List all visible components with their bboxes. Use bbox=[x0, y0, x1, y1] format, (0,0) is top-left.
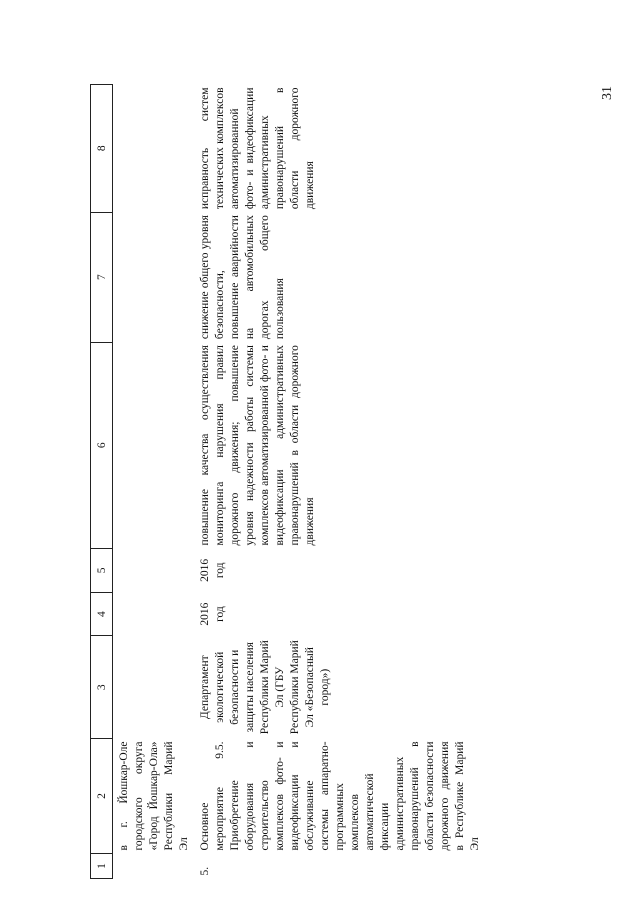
continuation-text: в г. Йошкар-Оле городского округа «Город Йошкар-Ола» Республики Марий Эл bbox=[118, 741, 190, 851]
measure-name: Основное мероприятие 9.5. Приобретение оборудования и строительство комплексов фото- и видеофиксации и обслуживание системы аппаратно-программных комплексов автоматической фиксации административных правонарушений в области безопасности дорожного движения в Республике Марий Эл bbox=[199, 741, 481, 851]
row-number: 5. bbox=[199, 866, 211, 876]
consequences-of-non-implementation: снижение общего уровня безопасности, повышение аварийности на автомобильных дорогах общего пользования bbox=[199, 215, 286, 340]
header-cell-7: 7 bbox=[91, 212, 113, 342]
header-cell-8: 8 bbox=[91, 85, 113, 213]
table-row-continuation bbox=[113, 85, 195, 879]
page-number: 31 bbox=[600, 86, 615, 100]
header-cell-4: 4 bbox=[91, 592, 113, 636]
expected-result: повышение качества осуществления мониторинга нарушения правил дорожного движения; повышение уровня надежности работы системы комплексов автоматизированной фото- и видеофиксации административных правонарушений в области дорожного движения bbox=[199, 345, 316, 546]
end-year: 2016 год bbox=[199, 558, 226, 582]
header-cell-6: 6 bbox=[91, 342, 113, 548]
header-cell-3: 3 bbox=[91, 636, 113, 739]
responsible-executor: Департамент экологической безопасности и защиты населения Республики Марий Эл (ГБУ Республики Марий Эл «Безопасный город») bbox=[199, 640, 331, 735]
header-cell-1: 1 bbox=[91, 854, 113, 879]
document-table-wrapper bbox=[90, 84, 556, 879]
header-cell-2: 2 bbox=[91, 738, 113, 853]
document-table bbox=[90, 84, 485, 879]
related-indicators: исправность систем технических комплексов автоматизированной фото- и видеофиксации административных правонарушений в области дорожного движения bbox=[199, 87, 316, 210]
table-header-row bbox=[91, 85, 113, 879]
header-cell-5: 5 bbox=[91, 548, 113, 592]
table-row bbox=[194, 85, 485, 879]
start-year: 2016 год bbox=[199, 602, 226, 626]
